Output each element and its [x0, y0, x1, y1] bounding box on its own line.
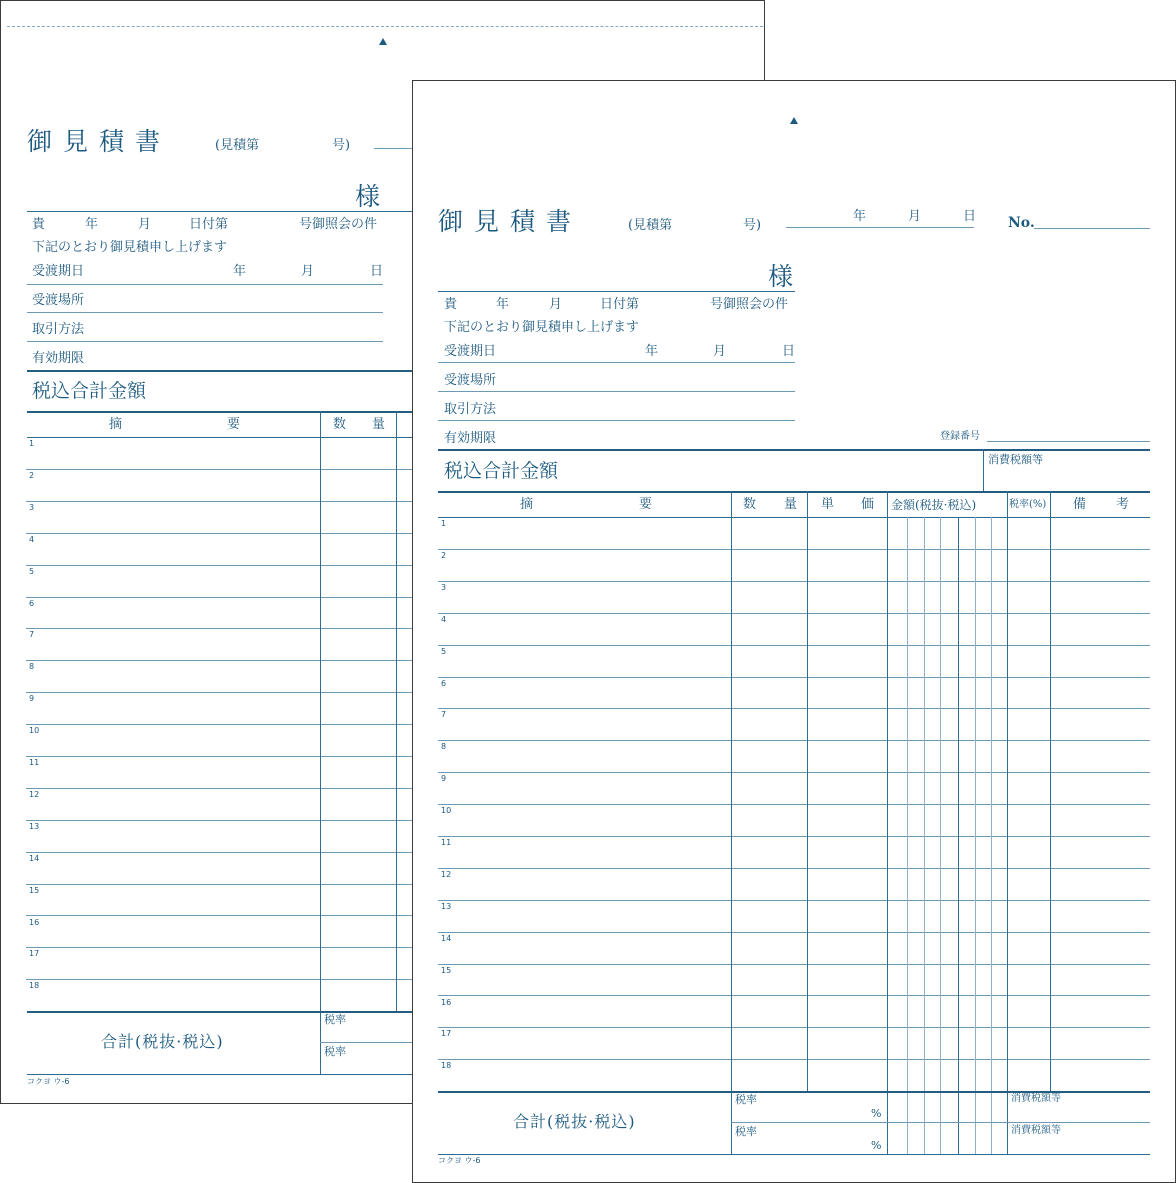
ref-inquiry: 号御照会の件: [299, 217, 378, 232]
payment-method-rule: [438, 420, 795, 421]
table-row: [26, 628, 413, 629]
table-row: [438, 868, 1150, 869]
sum-top-rule: [27, 1011, 413, 1013]
table-row: [438, 1027, 1150, 1028]
col-notes-a: 備: [1073, 497, 1087, 512]
row-number: 17: [441, 1029, 452, 1039]
delivery-place-label: 受渡場所: [32, 293, 85, 308]
col-price-a: 単: [821, 497, 835, 512]
row-number: 8: [29, 662, 35, 672]
row-number: 13: [29, 821, 40, 831]
col-qty-b: 量: [372, 417, 386, 432]
table-top-rule: [438, 491, 1150, 493]
table-row: [26, 884, 413, 885]
sum-mid-rule: [731, 1122, 1150, 1123]
sum-label: 合計(税抜·税込): [513, 1112, 636, 1131]
table-row: [26, 597, 413, 598]
amount-digit-rule: [907, 517, 908, 1155]
col-desc-b: 要: [639, 497, 653, 512]
row-number: 15: [29, 885, 40, 895]
table-row: [26, 692, 413, 693]
sum-bottom-rule: [438, 1154, 1150, 1155]
table-row: [438, 708, 1150, 709]
alignment-triangle-icon: [790, 117, 798, 124]
total-top-rule: [438, 449, 1150, 451]
qty-column-rule: [731, 491, 732, 1155]
footer-code: コクヨ ウ-6: [438, 1156, 481, 1165]
delivery-place-label: 受渡場所: [444, 373, 497, 388]
row-number: 14: [29, 853, 40, 863]
tax-rate-column-rule: [1007, 491, 1008, 1155]
tear-line: [7, 26, 763, 27]
honorific: 様: [768, 262, 794, 291]
col-qty-a: 数: [333, 417, 347, 432]
ref-day-no: 日付第: [189, 217, 229, 232]
table-row: [438, 740, 1150, 741]
sum-tax-rate-1: 税率: [735, 1093, 757, 1106]
ref-year: 年: [85, 217, 99, 232]
registration-no-rule: [987, 441, 1150, 442]
sum-label: 合計(税抜·税込): [101, 1032, 224, 1051]
number-label: No.: [1008, 215, 1035, 231]
table-row: [438, 932, 1150, 933]
row-number: 11: [29, 758, 40, 767]
notes-column-rule: [1050, 491, 1051, 1091]
sum-bottom-rule: [27, 1074, 413, 1075]
amount-digit-rule: [991, 517, 992, 1155]
table-row: [438, 964, 1150, 965]
row-number: 6: [441, 678, 447, 688]
sum-tax-rate-2: 税率: [324, 1045, 346, 1058]
row-number: 8: [441, 742, 447, 752]
form-title: 御見積書: [438, 207, 583, 236]
total-label: 税込合計金額: [32, 380, 147, 402]
row-number: 9: [29, 694, 35, 704]
price-column-rule: [396, 411, 397, 1011]
table-row: [26, 915, 413, 916]
sum-consumption-tax-2: 消費税額等: [1011, 1125, 1061, 1136]
table-row: [438, 613, 1150, 614]
estimate-sheet-front: [412, 80, 1176, 1183]
table-row: [26, 756, 413, 757]
table-row: [26, 469, 413, 470]
validity-label: 有効期限: [32, 351, 85, 366]
amount-digit-rule: [924, 517, 925, 1155]
table-row: [26, 820, 413, 821]
table-row: [26, 501, 413, 502]
sum-mid-rule: [320, 1042, 413, 1043]
delivery-date-rule: [438, 362, 795, 363]
ref-kuni: 貴: [444, 297, 458, 312]
row-number: 10: [441, 806, 452, 816]
row-number: 7: [441, 710, 447, 720]
honorific: 様: [355, 182, 381, 211]
total-tax-divider: [983, 449, 984, 492]
row-number: 3: [441, 582, 447, 592]
estimate-no-open: (見積第: [215, 138, 260, 153]
sum-consumption-tax-1: 消費税額等: [1011, 1093, 1061, 1104]
table-row: [438, 995, 1150, 996]
table-row: [26, 660, 413, 661]
table-row: [26, 724, 413, 725]
intro-text: 下記のとおり御見積申し上げます: [32, 240, 228, 255]
table-row: [438, 677, 1150, 678]
delivery-month: 月: [301, 264, 315, 279]
ref-year: 年: [496, 297, 510, 312]
payment-method-label: 取引方法: [32, 322, 85, 337]
row-number: 15: [441, 965, 452, 975]
table-row: [438, 581, 1150, 582]
table-row: [438, 549, 1150, 550]
sum-tax-rate-1: 税率: [324, 1013, 346, 1026]
ref-day-no: 日付第: [600, 297, 640, 312]
delivery-date-rule: [27, 284, 383, 285]
price-column-rule: [807, 491, 808, 1091]
delivery-year: 年: [645, 344, 659, 359]
estimate-no-close: 号): [743, 218, 762, 233]
row-number: 1: [29, 439, 35, 448]
delivery-day: 日: [370, 264, 384, 279]
row-number: 6: [29, 598, 35, 608]
ref-inquiry: 号御照会の件: [710, 297, 789, 312]
table-row: [438, 645, 1150, 646]
table-row: [438, 900, 1150, 901]
row-number: 18: [441, 1061, 452, 1071]
delivery-date-label: 受渡期日: [444, 344, 497, 359]
amount-column-rule: [887, 491, 888, 1155]
validity-label: 有効期限: [444, 431, 497, 446]
row-number: 2: [441, 550, 447, 560]
row-number: 3: [29, 502, 35, 512]
row-number: 5: [29, 566, 35, 576]
registration-no-label: 登録番号: [940, 431, 980, 442]
table-header-rule: [438, 517, 1150, 518]
sum-tax-rate-2: 税率: [735, 1125, 757, 1138]
date-rule: [374, 148, 414, 149]
payment-method-rule: [27, 341, 383, 342]
row-number: 4: [29, 534, 35, 544]
amount-digit-rule: [975, 517, 976, 1155]
date-rule: [786, 227, 974, 228]
table-row: [438, 804, 1150, 805]
row-number: 1: [441, 519, 447, 528]
addressee-rule: [438, 291, 795, 292]
delivery-day: 日: [782, 344, 796, 359]
row-number: 16: [29, 917, 40, 927]
date-year: 年: [853, 209, 867, 224]
number-rule: [1034, 228, 1150, 229]
date-day: 日: [963, 209, 977, 224]
row-number: 12: [29, 789, 40, 799]
col-notes-b: 考: [1116, 497, 1130, 512]
table-row: [438, 772, 1150, 773]
ref-month: 月: [138, 217, 152, 232]
form-title: 御見積書: [27, 127, 172, 156]
row-number: 2: [29, 470, 35, 480]
table-row: [26, 565, 413, 566]
col-desc-a: 摘: [520, 497, 534, 512]
total-consumption-tax: 消費税額等: [988, 453, 1043, 466]
col-desc-b: 要: [227, 417, 241, 432]
row-number: 14: [441, 933, 452, 943]
sum-percent-2: %: [871, 1139, 882, 1152]
col-desc-a: 摘: [109, 417, 123, 432]
total-label: 税込合計金額: [444, 460, 559, 482]
row-number: 12: [441, 869, 452, 879]
amount-digit-rule: [940, 517, 941, 1155]
date-month: 月: [908, 209, 922, 224]
table-row: [26, 947, 413, 948]
col-qty-a: 数: [743, 497, 757, 512]
row-number: 5: [441, 646, 447, 656]
ref-month: 月: [549, 297, 563, 312]
sum-percent-1: %: [871, 1107, 882, 1120]
addressee-rule: [27, 211, 413, 212]
delivery-place-rule: [438, 391, 795, 392]
footer-code: コクヨ ウ-6: [27, 1077, 70, 1086]
estimate-no-open: (見積第: [628, 218, 673, 233]
row-number: 17: [29, 949, 40, 959]
amount-digit-rule: [958, 517, 959, 1155]
row-number: 18: [29, 981, 40, 991]
payment-method-label: 取引方法: [444, 402, 497, 417]
row-number: 9: [441, 774, 447, 784]
delivery-place-rule: [27, 312, 383, 313]
intro-text: 下記のとおり御見積申し上げます: [444, 320, 640, 335]
delivery-date-label: 受渡期日: [32, 264, 85, 279]
col-price-b: 価: [861, 497, 875, 512]
table-row: [26, 533, 413, 534]
table-row: [438, 836, 1150, 837]
delivery-year: 年: [233, 264, 247, 279]
row-number: 11: [441, 838, 452, 847]
estimate-no-close: 号): [332, 138, 351, 153]
col-tax-rate: 税率(%): [1009, 499, 1047, 510]
table-row: [26, 979, 413, 980]
row-number: 7: [29, 630, 35, 640]
alignment-triangle-icon: [379, 38, 387, 45]
col-amount: 金額(税抜·税込): [891, 498, 977, 512]
ref-kuni: 貴: [32, 217, 46, 232]
total-top-rule: [27, 370, 413, 372]
delivery-month: 月: [713, 344, 727, 359]
table-row: [26, 852, 413, 853]
table-header-rule: [27, 437, 413, 438]
col-qty-b: 量: [784, 497, 798, 512]
row-number: 4: [441, 614, 447, 624]
table-row: [438, 1059, 1150, 1060]
row-number: 16: [441, 997, 452, 1007]
row-number: 10: [29, 726, 40, 736]
table-row: [26, 788, 413, 789]
qty-column-rule: [320, 411, 321, 1075]
row-number: 13: [441, 901, 452, 911]
table-top-rule: [27, 411, 413, 413]
